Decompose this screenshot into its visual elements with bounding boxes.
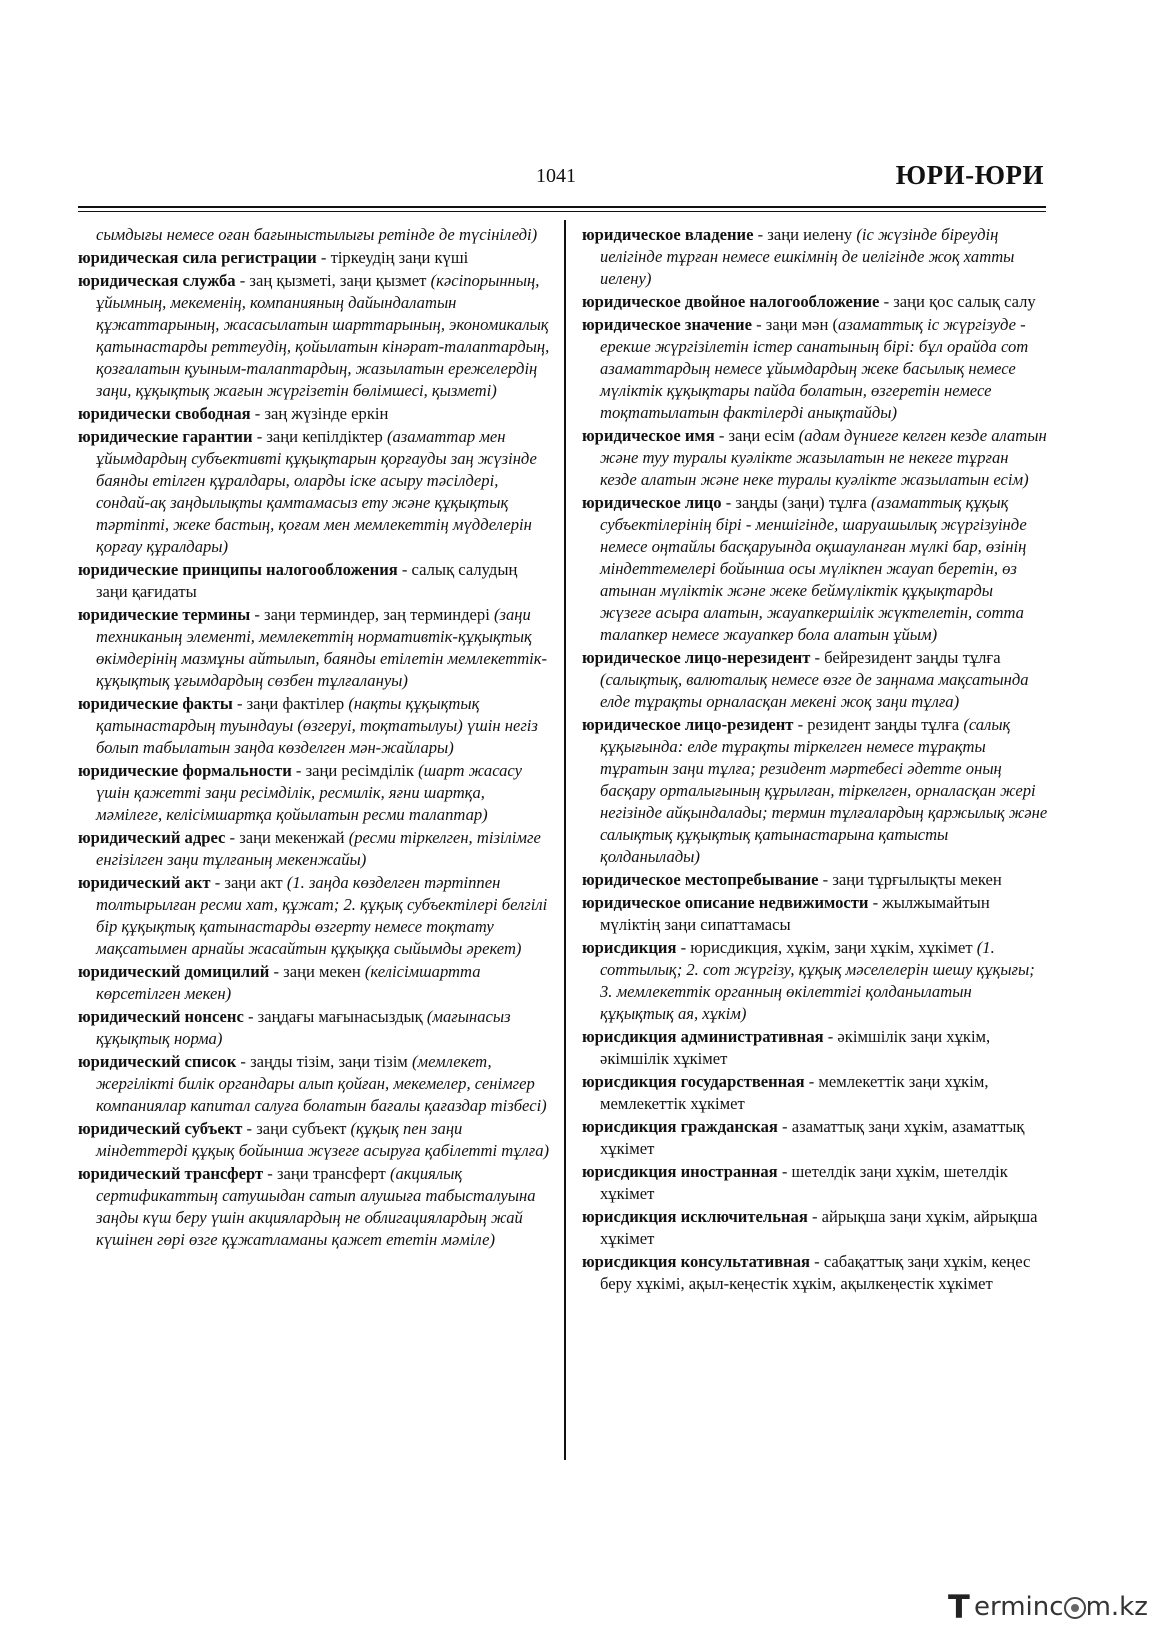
entry-headword: юридические термины	[78, 605, 251, 624]
entry-translation: - тіркеудің заңи күші	[316, 248, 469, 267]
entry-gloss: азаматтық іс жүргізуде - ерекше жүргізілетін істер санатының бірі: бұл орайда сот азаматтардың немесе ұйымдардың жеке басылық немесе мүліктік құқықтары пайда болатын, өзгеретін немесе тоқтатылатын фактілерді анықтайды)	[600, 315, 1029, 422]
entry-translation: - жылжымайтын мүліктің заңи сипаттамасы	[600, 893, 990, 934]
entry-headword: юридические факты	[78, 694, 233, 713]
entry-translation: - заңи мекен	[269, 962, 365, 981]
dictionary-entry	[78, 604, 552, 692]
entry-headword: юрисдикция административная	[582, 1027, 824, 1046]
header-rule-thin	[78, 211, 1046, 212]
entry-headword: юридическое значение	[582, 315, 752, 334]
entry-translation: - заңды (заңи) тұлға	[721, 493, 872, 512]
entry-translation: - заңи есім	[714, 426, 799, 445]
dictionary-entry	[582, 291, 1048, 313]
entry-gloss: (акциялық сертификаттың сатушыдан сатып алушыға табысталуына заңды күш беру үшін акциялардың не облигациялардың жай күшінен гөрі өзге құжатламаны қажет ететін мәміле)	[96, 1164, 536, 1249]
page-number: 1041	[536, 165, 576, 187]
logo-text-part2: c	[1049, 1592, 1064, 1622]
entry-translation: - заңи кепілдіктер	[252, 427, 387, 446]
entry-headword: юридический трансферт	[78, 1164, 264, 1183]
dictionary-entry	[582, 224, 1048, 290]
dictionary-entry	[78, 827, 552, 871]
entry-gloss: (азаматтар мен ұйымдардың субъективті құқықтарын қорғауды заң жүзінде баянды етілген құралдары, оларды іске асыру тәсілдері, сондай-ақ заңдылықты қамтамасыз ету және құқықтық тәртіпті, жеке бастың, қоғам мен мемлекеттің мүдделерін қорғау құралдары)	[96, 427, 537, 556]
entry-translation: - әкімшілік заңи хұкім, әкімшілік хұкімет	[600, 1027, 991, 1068]
dictionary-entry	[582, 1026, 1048, 1070]
entry-headword: юридическое владение	[582, 225, 754, 244]
entry-headword: юридическое лицо-нерезидент	[582, 648, 811, 667]
dictionary-entry	[78, 559, 552, 603]
entry-gloss: (заңи техниканың элементі, мемлекеттің нормативтік-құқықтық өкімдерінің мазмұны айтылып, баянды етілетін мемлекеттік-құқықтық ұғымдардың сөзбен тұлғалануы)	[96, 605, 548, 690]
entry-translation: - айрықша заңи хұкім, айрықша хұкімет	[600, 1207, 1038, 1248]
dictionary-entry	[78, 872, 552, 960]
entry-gloss: (мемлекет, жергілікті билік органдары алып қойған, мекемелер, сенімгер компаниялар капитал салуға болатын бағалы қағаздар тізбесі)	[96, 1052, 547, 1115]
entry-gloss: (іс жүзінде біреудің иелігінде тұрған немесе ешкімнің де иелігінде жоқ хатты иелену)	[600, 225, 1015, 288]
column-divider	[564, 220, 566, 1460]
entry-translation: - заңи иелену	[753, 225, 857, 244]
entry-translation: - заң қызметі, заңи қызмет	[235, 271, 431, 290]
entry-translation: - заңи тұрғылықты мекен	[818, 870, 1002, 889]
dictionary-entry	[582, 314, 1048, 424]
dictionary-entry	[582, 425, 1048, 491]
entry-gloss: (ресми тіркелген, тізілімге енгізілген заңи тұлғаның мекенжайы)	[96, 828, 541, 869]
dictionary-entry	[78, 693, 552, 759]
entry-headword: юридические формальности	[78, 761, 292, 780]
entry-translation: - азаматтық заңи хұкім, азаматтық хұкімет	[600, 1117, 1025, 1158]
entry-headword: юрисдикция государственная	[582, 1072, 805, 1091]
running-head: ЮРИ-ЮРИ	[895, 160, 1044, 190]
entry-gloss: (салықтық, валюталық немесе өзге де заңнама мақсатында елде тұрақты орналасқан мекені жоқ заңи тұлға)	[600, 670, 1029, 711]
dictionary-entry	[582, 1161, 1048, 1205]
dictionary-entry	[78, 1051, 552, 1117]
entry-gloss: (1. заңда көзделген тәртіппен толтырылған ресми хат, құжат; 2. құқық субъектілері белгілі бір құқықтық қатынастарды өзгерту немесе тоқтату мақсатымен арнайы жасайтын құқыққа сыйымды әрекет)	[96, 873, 548, 958]
entry-headword: юридический нонсенс	[78, 1007, 244, 1026]
dictionary-entry	[582, 892, 1048, 936]
entry-translation: - заңи мекенжай	[225, 828, 349, 847]
entry-headword: юридический адрес	[78, 828, 226, 847]
dictionary-entry	[582, 1071, 1048, 1115]
dictionary-entry	[582, 1206, 1048, 1250]
right-column	[582, 224, 1048, 1296]
left-column	[78, 224, 552, 1252]
entry-gloss: сымдығы немесе оған бағыныстылығы ретінде де түсініледі)	[96, 225, 538, 244]
entry-gloss: (салық құқығында: елде тұрақты тіркелген немесе тұрақты тұратын заңи тұлға; резидент мәртебесі әдетте оның басқару орталығының құрылған, тіркелген, орналасқан жері негізінде айқындалады; термин тұлғалардың қаржылық және салықтық құқықтық қатынастарына қатысты қолданылады)	[600, 715, 1048, 866]
dictionary-entry	[78, 403, 552, 425]
entry-headword: юрисдикция гражданская	[582, 1117, 778, 1136]
entry-translation: - шетелдік заңи хұкім, шетелдік хұкімет	[600, 1162, 1008, 1203]
entry-headword: юридическое лицо	[582, 493, 722, 512]
dictionary-entry	[78, 426, 552, 558]
dictionary-entry	[78, 270, 552, 402]
dictionary-entry	[78, 247, 552, 269]
entry-gloss: (мағынасыз құқықтық норма)	[96, 1007, 511, 1048]
entry-translation: - юрисдикция, хұкім, заңи хұкім, хұкімет	[676, 938, 977, 957]
entry-headword: юридическое лицо-резидент	[582, 715, 794, 734]
entry-headword: юрисдикция исключительная	[582, 1207, 808, 1226]
entry-translation: - заңи терминдер, заң терминдері	[250, 605, 494, 624]
entry-gloss: (адам дүниеге келген кезде алатын және туу туралы куәлікте жазылатын не некеге тұрған кезде алатын және неке туралы куәлікте жазылатын есім)	[600, 426, 1047, 489]
entry-translation: - заңды тізім, заңи тізім	[236, 1052, 412, 1071]
entry-headword: юрисдикция иностранная	[582, 1162, 778, 1181]
logo-letter-t: T	[948, 1588, 970, 1626]
dictionary-entry	[582, 937, 1048, 1025]
dictionary-entry	[78, 1118, 552, 1162]
entry-translation: - сабақаттық заңи хұкім, кеңес беру хұкімі, ақыл-кеңестік хұкім, ақылкеңестік хұкімет	[600, 1252, 1031, 1293]
entry-translation: - бейрезидент заңды тұлға	[810, 648, 1001, 667]
entry-headword: юрисдикция	[582, 938, 677, 957]
logo-text	[974, 1592, 1148, 1622]
logo-mark-icon	[1064, 1597, 1086, 1619]
entry-gloss: (шарт жасасу үшін қажетті заңи ресімділік, ресмилік, яғни шартқа, мәмілеге, келісімшартқа қойылатын ресми талаптар)	[96, 761, 523, 824]
dictionary-entry	[78, 1006, 552, 1050]
entry-headword: юридическое двойное налогообложение	[582, 292, 880, 311]
dictionary-entry	[582, 647, 1048, 713]
dictionary-entry	[582, 714, 1048, 868]
site-logo[interactable]	[948, 1590, 1148, 1624]
logo-text-part1: ermin	[974, 1592, 1050, 1622]
entry-translation: - заңи трансферт	[263, 1164, 390, 1183]
entry-translation: - заңи қос салық салу	[879, 292, 1036, 311]
entry-headword: юридические гарантии	[78, 427, 253, 446]
dictionary-entry	[78, 961, 552, 1005]
entry-gloss: (азаматтық құқық субъектілерінің бірі - меншігінде, шаруашылық жүргізуінде немесе оңтайлы басқаруында оқшауланған мүлкі бар, өзінің міндеттемелері бойынша осы мүлікпен жауап беретін, өз атынан мүліктік және жеке беймүліктік құқықтарды жүзеге асыра алатын, жауапкершілік жүктелетін, сотта талапкер немесе жауапкер бола алатын ұйым)	[600, 493, 1027, 644]
dictionary-entry	[582, 869, 1048, 891]
dictionary-entry	[78, 1163, 552, 1251]
dictionary-entry	[78, 760, 552, 826]
header-rule-thick	[78, 206, 1046, 208]
entry-translation: - заңи мән (	[751, 315, 839, 334]
entry-headword: юридический домицилий	[78, 962, 270, 981]
entry-headword: юридически свободная	[78, 404, 251, 423]
entry-translation: - мемлекеттік заңи хұкім, мемлекеттік хұкімет	[600, 1072, 989, 1113]
entry-translation: - заңи субъект	[242, 1119, 351, 1138]
entry-translation: - салық салудың заңи қағидаты	[96, 560, 518, 601]
entry-headword: юридическое описание недвижимости	[582, 893, 869, 912]
entry-headword: юридическое имя	[582, 426, 715, 445]
entry-gloss: (нақты құқықтық қатынастардың туындауы (өзгеруі, тоқтатылуы) үшін негіз болып табылатын заңда көзделген мән-жайлары)	[96, 694, 538, 757]
entry-translation: - заңи акт	[210, 873, 287, 892]
entry-headword: юридический список	[78, 1052, 237, 1071]
entry-translation: - резидент заңды тұлға	[793, 715, 964, 734]
entry-translation: - заң жүзінде еркін	[250, 404, 389, 423]
dictionary-entry	[582, 492, 1048, 646]
entry-gloss: (1. соттылық; 2. сот жүргізу, құқық мәселелерін шешу құқығы; 3. мемлекеттік органның өкілеттігі қолданылатын құқықтық ая, хұкім)	[600, 938, 1035, 1023]
entry-headword: юридическое местопребывание	[582, 870, 819, 889]
entry-headword: юридический акт	[78, 873, 211, 892]
entry-gloss: (кәсіпорынның, ұйымның, мекеменің, компанияның дайындалатын құжаттарының, жасасылатын шарттарының, экономикалық қатынастарды реттеудің, қойылатын кінәрат-талаптардың, қозғалатын қуыным-талаптардың, жазылатын ережелердің заңи, құқықтық жағын жүргізетін бөлімшесі, қызметі)	[96, 271, 550, 400]
entry-headword: юридическая служба	[78, 271, 236, 290]
entry-translation: - заңи ресімділік	[291, 761, 419, 780]
entry-headword: юрисдикция консультативная	[582, 1252, 811, 1271]
entry-headword: юридическая сила регистрации	[78, 248, 317, 267]
entry-gloss: (құқық пен заңи міндеттерді құқық бойынша жүзеге асыруға қабілетті тұлға)	[96, 1119, 550, 1160]
entry-translation: - заңи фактілер	[232, 694, 349, 713]
entry-gloss: (келісімшартта көрсетілген мекен)	[96, 962, 481, 1003]
entry-headword: юридический субъект	[78, 1119, 243, 1138]
dictionary-entry	[582, 1251, 1048, 1295]
entry-headword: юридические принципы налогообложения	[78, 560, 398, 579]
dictionary-entry	[582, 1116, 1048, 1160]
logo-text-part3: m.kz	[1085, 1592, 1148, 1622]
dictionary-entry	[78, 224, 552, 246]
entry-translation: - заңдағы мағынасыздық	[243, 1007, 427, 1026]
